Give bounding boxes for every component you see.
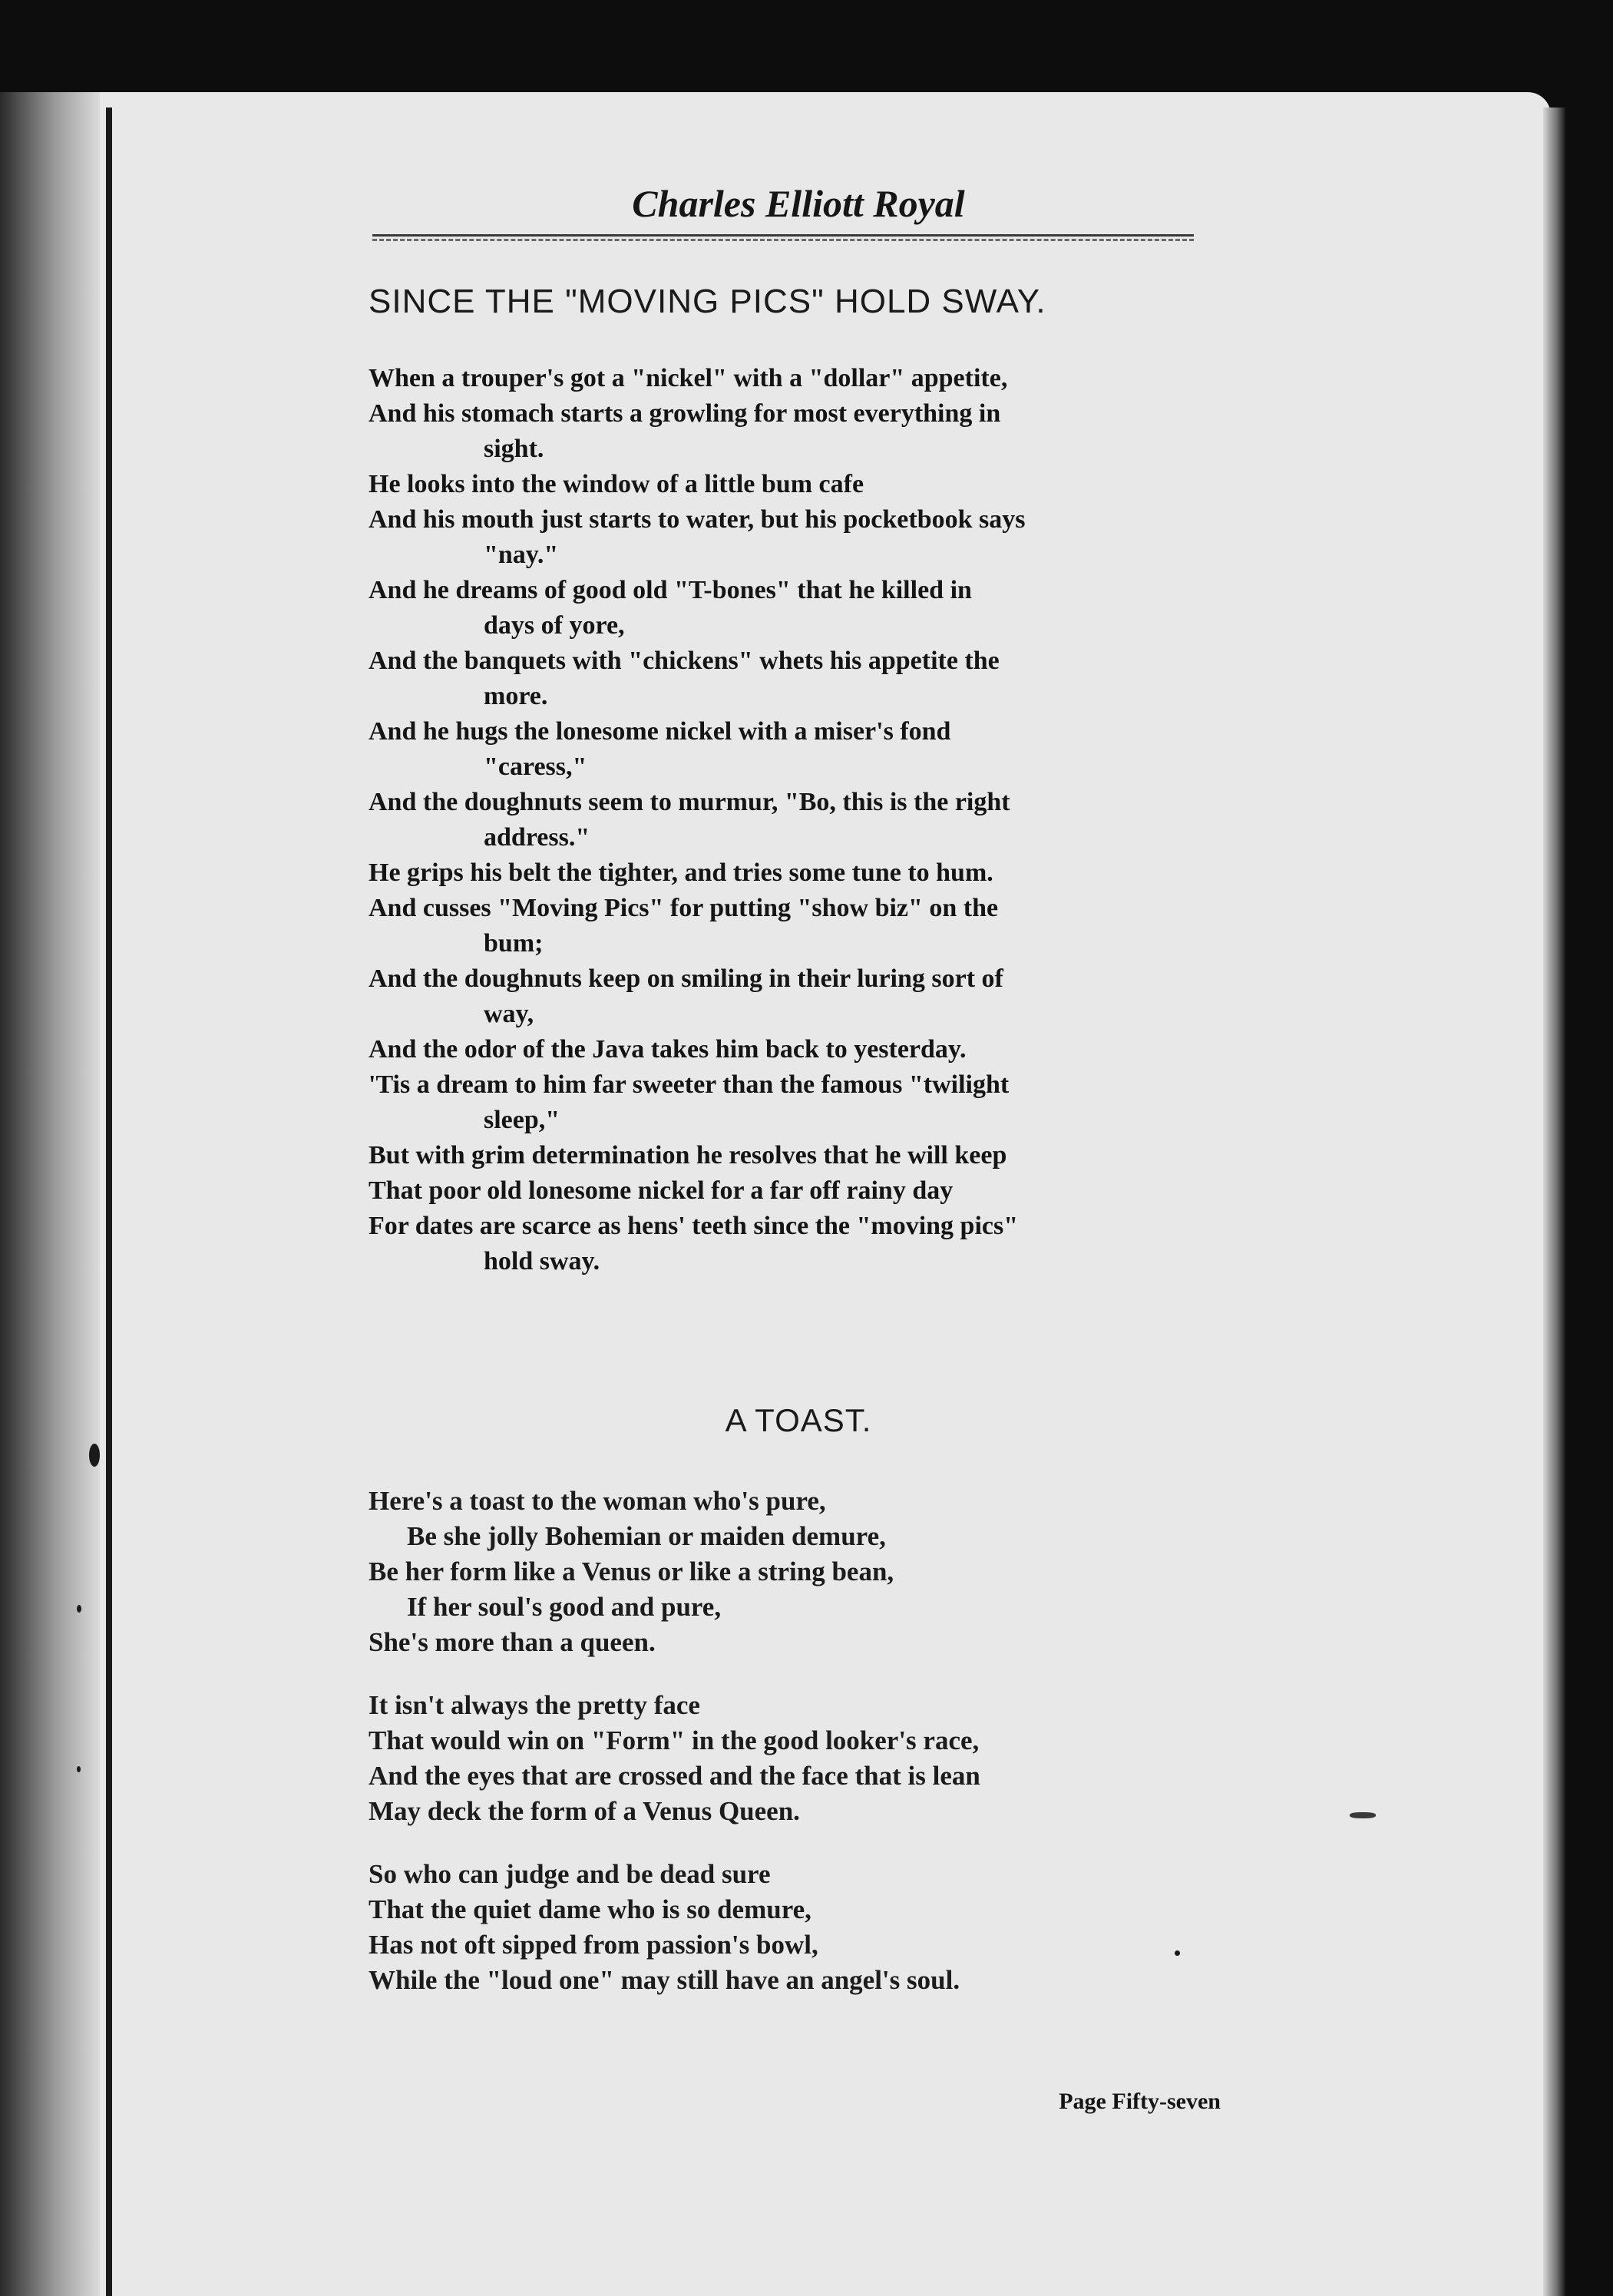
poem-line: If her soul's good and pure, xyxy=(407,1592,722,1622)
poem-line: That would win on "Form" in the good looker's race, xyxy=(369,1725,980,1755)
poem-line: He looks into the window of a little bum cafe xyxy=(369,470,864,498)
poem-line: So who can judge and be dead sure xyxy=(369,1859,771,1889)
poem-line: hold sway. xyxy=(484,1247,600,1275)
poem-line: That the quiet dame who is so demure, xyxy=(369,1894,811,1924)
poem-line: days of yore, xyxy=(484,611,625,640)
ink-speck xyxy=(1350,1812,1376,1818)
poem-title: SINCE THE "MOVING PICS" HOLD SWAY. xyxy=(369,283,1046,320)
poem-line: bum; xyxy=(484,929,544,958)
poem-line: And his mouth just starts to water, but his pocketbook says xyxy=(369,505,1026,534)
poem-line: May deck the form of a Venus Queen. xyxy=(369,1796,800,1826)
binding-edge xyxy=(106,108,112,2296)
ink-speck xyxy=(77,1605,81,1613)
stanza xyxy=(369,1688,1198,1829)
poem-line: Be she jolly Bohemian or maiden demure, xyxy=(407,1521,886,1551)
poem-line: And the eyes that are crossed and the face that is lean xyxy=(369,1761,980,1791)
poem-line: When a trouper's got a "nickel" with a "dollar" appetite, xyxy=(369,364,1008,392)
poem-body xyxy=(369,361,1198,1279)
poem-line: And his stomach starts a growling for most everything in xyxy=(369,399,1001,428)
running-head: Charles Elliott Royal xyxy=(632,182,965,225)
poem-line: And he dreams of good old "T-bones" that he killed in xyxy=(369,576,972,604)
poem-line: Be her form like a Venus or like a string bean, xyxy=(369,1557,894,1586)
ink-speck xyxy=(1175,1950,1180,1956)
poem-line: And cusses "Moving Pics" for putting "show biz" on the xyxy=(369,894,999,922)
poem-line: Has not oft sipped from passion's bowl, xyxy=(369,1930,818,1960)
poem-line: And the odor of the Java takes him back to yesterday. xyxy=(369,1035,967,1064)
poem-line: It isn't always the pretty face xyxy=(369,1690,700,1720)
poem-line: way, xyxy=(484,1000,534,1028)
stanza xyxy=(369,1857,1198,1998)
poem-line: And the doughnuts keep on smiling in their luring sort of xyxy=(369,964,1003,993)
poem-line: He grips his belt the tighter, and tries some tune to hum. xyxy=(369,859,993,887)
page-number: Page Fifty-seven xyxy=(1059,2089,1221,2114)
page-fold-shadow xyxy=(0,92,100,2296)
poem-line: For dates are scarce as hens' teeth since the "moving pics" xyxy=(369,1212,1019,1240)
ink-speck xyxy=(89,1444,100,1467)
poem-line: 'Tis a dream to him far sweeter than the famous "twilight xyxy=(369,1070,1010,1099)
poem-line: And he hugs the lonesome nickel with a miser's fond xyxy=(369,717,951,746)
poem-line: "nay." xyxy=(484,541,559,569)
poem-line: address." xyxy=(484,823,590,852)
poem-line: That poor old lonesome nickel for a far off rainy day xyxy=(369,1176,954,1205)
poem-line: But with grim determination he resolves that he will keep xyxy=(369,1141,1007,1170)
poem-line: While the "loud one" may still have an angel's soul. xyxy=(369,1965,960,1995)
header-rule xyxy=(372,234,1194,241)
poem-line: And the doughnuts seem to murmur, "Bo, this is the right xyxy=(369,788,1010,816)
poem-line: sleep," xyxy=(484,1106,560,1134)
stanza xyxy=(369,1484,1198,1660)
poem-line: "caress," xyxy=(484,753,587,781)
poem-line: Here's a toast to the woman who's pure, xyxy=(369,1486,826,1516)
poem-line: She's more than a queen. xyxy=(369,1627,656,1657)
page-right-edge xyxy=(1543,108,1566,2296)
ink-speck xyxy=(77,1766,81,1772)
poem-line: more. xyxy=(484,682,548,710)
poem-line: sight. xyxy=(484,435,544,463)
poem-line: And the banquets with "chickens" whets his appetite the xyxy=(369,647,1000,675)
poem-title: A TOAST. xyxy=(725,1402,872,1438)
